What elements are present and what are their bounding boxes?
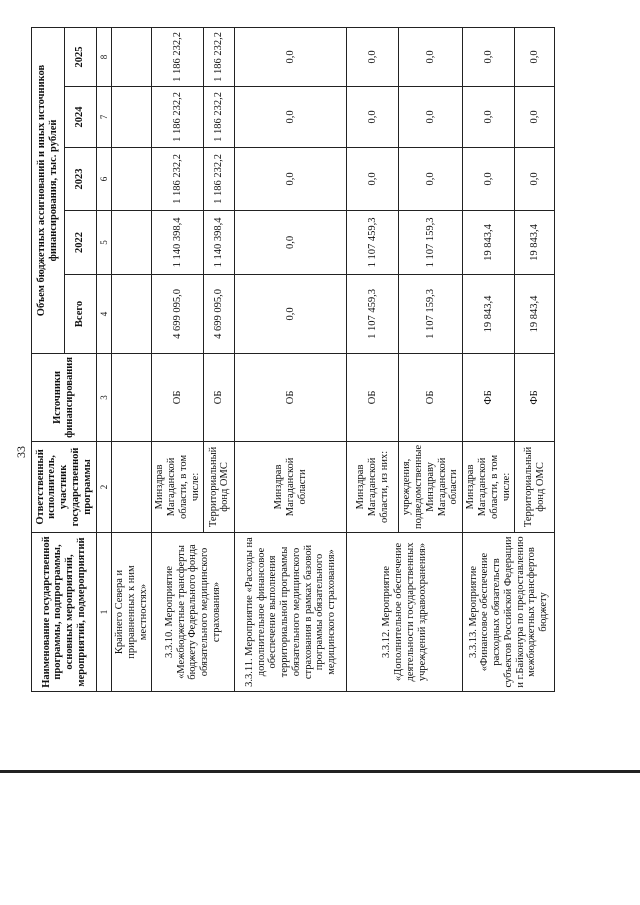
- row-2024: 0,0: [235, 86, 347, 147]
- row-source: ОБ: [235, 353, 347, 441]
- row-2022: 1 107 159,3: [399, 210, 463, 274]
- table-row: [347, 27, 399, 691]
- col-index: 4: [97, 274, 112, 353]
- col-index: 8: [97, 27, 112, 86]
- header-name: Наименование государственной программы, подпрограммы, основных мероприятий, мероприятий, подмероприятий: [32, 533, 97, 692]
- row-source: ОБ: [347, 353, 399, 441]
- row-2024: 1 186 232,2: [204, 86, 235, 147]
- page-number: 33: [14, 446, 28, 458]
- row-source: ОБ: [152, 353, 204, 441]
- row-executor: Минздрав Магаданской области, в том числе:: [152, 441, 204, 532]
- row-total: 4 699 095,0: [152, 274, 204, 353]
- row-2025: 0,0: [399, 27, 463, 86]
- header-budget-group: Объем бюджетных ассигнований и иных источников финансирования, тыс. рублей: [32, 27, 65, 353]
- row-executor: Территориальный фонд ОМС: [515, 441, 555, 532]
- row-2023: 0,0: [347, 147, 399, 210]
- row-2022: 1 107 459,3: [347, 210, 399, 274]
- row-total: 19 843,4: [515, 274, 555, 353]
- header-2025: 2025: [64, 27, 97, 86]
- header-2022: 2022: [64, 210, 97, 274]
- row-source: ФБ: [463, 353, 515, 441]
- row-source: ОБ: [399, 353, 463, 441]
- row-name: 3.3.11. Мероприятие «Расходы на дополнительное финансовое обеспечение выполнения территориальной программы обязательного медицинского страхования в рамках базовой программы обязательного медицинского страхования»: [235, 533, 347, 692]
- row-executor: Минздрав Магаданской области: [235, 441, 347, 532]
- row-total: 0,0: [235, 274, 347, 353]
- row-executor: Минздрав Магаданской области, в том числе:: [463, 441, 515, 532]
- row-2025: 0,0: [347, 27, 399, 86]
- table-row: [235, 27, 347, 691]
- row-2023: 0,0: [515, 147, 555, 210]
- header-row-top: [32, 27, 65, 691]
- row-total: 1 107 159,3: [399, 274, 463, 353]
- row-total: 1 107 459,3: [347, 274, 399, 353]
- header-2023: 2023: [64, 147, 97, 210]
- row-2022: 0,0: [235, 210, 347, 274]
- header-executor: Ответственный исполнитель, участник государственной программы: [32, 441, 97, 532]
- col-index: 3: [97, 353, 112, 441]
- col-index: 7: [97, 86, 112, 147]
- row-2024: 1 186 232,2: [152, 86, 204, 147]
- row-2025: 0,0: [515, 27, 555, 86]
- row-2023: 0,0: [235, 147, 347, 210]
- col-index: 6: [97, 147, 112, 210]
- header-total: Всего: [64, 274, 97, 353]
- row-2025: 0,0: [235, 27, 347, 86]
- row-name: Крайнего Севера и приравненных к ним местностях»: [112, 533, 152, 692]
- row-total: 19 843,4: [463, 274, 515, 353]
- row-2025: 0,0: [463, 27, 515, 86]
- row-2025: 1 186 232,2: [204, 27, 235, 86]
- column-index-row: [97, 27, 112, 691]
- row-source: ФБ: [515, 353, 555, 441]
- table-row: [112, 27, 152, 691]
- row-2022: 1 140 398,4: [152, 210, 204, 274]
- row-2025: 1 186 232,2: [152, 27, 204, 86]
- row-2024: 0,0: [463, 86, 515, 147]
- row-name: 3.3.12. Мероприятие «Дополнительное обеспечение деятельности государственных учреждений здравоохранения»: [347, 533, 463, 692]
- row-name: 3.3.10. Мероприятие «Межбюджетные трансферты бюджету Федерального фонда обязательного медицинского страхования»: [152, 533, 235, 692]
- row-2022: 19 843,4: [463, 210, 515, 274]
- row-2024: 0,0: [399, 86, 463, 147]
- row-executor: учреждения, подведомственные Минздраву Магаданской области: [399, 441, 463, 532]
- budget-table: [31, 27, 555, 692]
- row-source: ОБ: [204, 353, 235, 441]
- col-index: 2: [97, 441, 112, 532]
- table-row: [463, 27, 515, 691]
- row-2023: 1 186 232,2: [204, 147, 235, 210]
- row-2022: 1 140 398,4: [204, 210, 235, 274]
- row-2024: 0,0: [347, 86, 399, 147]
- col-index: 1: [97, 533, 112, 692]
- row-executor: Минздрав Магаданской области, из них:: [347, 441, 399, 532]
- col-index: 5: [97, 210, 112, 274]
- row-executor: Территориальный фонд ОМС: [204, 441, 235, 532]
- table-row: [152, 27, 204, 691]
- header-2024: 2024: [64, 86, 97, 147]
- row-2023: 0,0: [463, 147, 515, 210]
- row-total: 4 699 095,0: [204, 274, 235, 353]
- row-2023: 1 186 232,2: [152, 147, 204, 210]
- row-2023: 0,0: [399, 147, 463, 210]
- row-name: 3.3.13. Мероприятие «Финансовое обеспечение расходных обязательств субъектов Российской Федерации и г.Байконура по предоставлению межбюджетных трансфертов бюджету: [463, 533, 555, 692]
- header-source: Источники финансирования: [32, 353, 97, 441]
- page-bottom-rule: [0, 770, 640, 773]
- row-2022: 19 843,4: [515, 210, 555, 274]
- row-2024: 0,0: [515, 86, 555, 147]
